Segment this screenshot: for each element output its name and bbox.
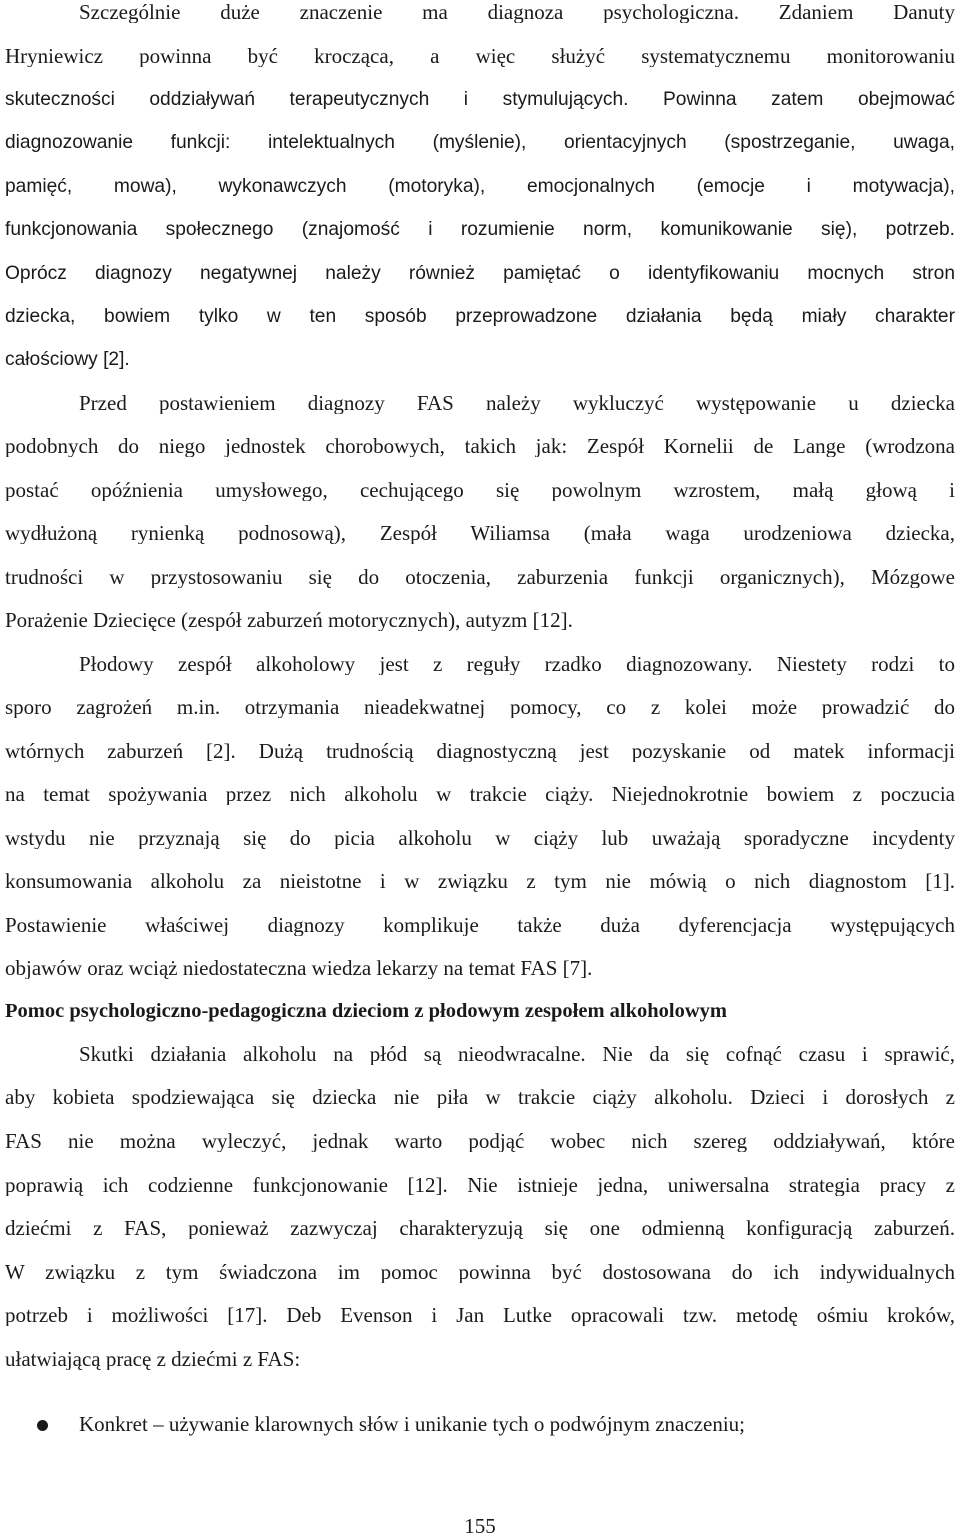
- text-line: FAS nie można wyleczyć, jednak warto podjąć wobec nich szereg oddziaływań, które: [5, 1131, 955, 1152]
- text-line: pamięć, mowa), wykonawczych (motoryka), emocjonalnych (emocje i motywacja),: [5, 177, 955, 197]
- text-line: podobnych do niego jednostek chorobowych, takich jak: Zespół Kornelii de Lange (wrodzona: [5, 436, 955, 457]
- text-line: Przed postawieniem diagnozy FAS należy wykluczyć występowanie u dziecka: [79, 393, 955, 414]
- bullet-list-item: [0, 1412, 960, 1442]
- bullet-icon: [37, 1420, 48, 1431]
- text-line: diagnozowanie funkcji: intelektualnych (myślenie), orientacyjnych (spostrzeganie, uwaga,: [5, 133, 955, 153]
- text-line: konsumowania alkoholu za nieistotne i w związku z tym nie mówią o nich diagnostom [1].: [5, 871, 955, 892]
- text-line: dziecka, bowiem tylko w ten sposób przeprowadzone działania będą miały charakter: [5, 307, 955, 327]
- text-line: wtórnych zaburzeń [2]. Dużą trudnością diagnostyczną jest pozyskanie od matek informacji: [5, 741, 955, 762]
- text-line: Płodowy zespół alkoholowy jest z reguły rzadko diagnozowany. Niestety rodzi to: [79, 654, 955, 675]
- text-line: dziećmi z FAS, ponieważ zazwyczaj charakteryzują się one odmienną konfiguracją zaburzeń.: [5, 1218, 955, 1239]
- page-number: 155: [464, 1514, 496, 1538]
- text-line: Szczególnie duże znaczenie ma diagnoza psychologiczna. Zdaniem Danuty: [79, 2, 955, 23]
- text-line: Postawienie właściwej diagnozy komplikuje także duża dyferencjacja występujących: [5, 915, 955, 936]
- text-line: wydłużoną rynienką podnosową), Zespół Wiliamsa (mała waga urodzeniowa dziecka,: [5, 523, 955, 544]
- text-line: objawów oraz wciąż niedostateczna wiedza lekarzy na temat FAS [7].: [5, 958, 593, 979]
- text-line: trudności w przystosowaniu się do otoczenia, zaburzenia funkcji organicznych), Mózgowe: [5, 567, 955, 588]
- text-line: Porażenie Dziecięce (zespół zaburzeń motorycznych), autyzm [12].: [5, 610, 573, 631]
- text-line: Oprócz diagnozy negatywnej należy również pamiętać o identyfikowaniu mocnych stron: [5, 264, 955, 284]
- text-line: na temat spożywania przez nich alkoholu w trakcie ciąży. Niejednokrotnie bowiem z poczucia: [5, 784, 955, 805]
- text-line: skuteczności oddziaływań terapeutycznych i stymulujących. Powinna zatem obejmować: [5, 90, 955, 110]
- section-heading: Pomoc psychologiczno-pedagogiczna dzieciom z płodowym zespołem alkoholowym: [5, 1001, 728, 1022]
- text-line: sporo zagrożeń m.in. otrzymania nieadekwatnej pomocy, co z kolei może prowadzić do: [5, 697, 955, 718]
- bullet-text: Konkret – używanie klarownych słów i unikanie tych o podwójnym znaczeniu;: [79, 1412, 745, 1436]
- text-line: aby kobieta spodziewająca się dziecka nie piła w trakcie ciąży alkoholu. Dzieci i dorosłych z: [5, 1087, 955, 1108]
- text-line: poprawią ich codzienne funkcjonowanie [12]. Nie istnieje jedna, uniwersalna strategia pracy z: [5, 1175, 955, 1196]
- text-line: potrzeb i możliwości [17]. Deb Evenson i Jan Lutke opracowali tzw. metodę ośmiu kroków,: [5, 1305, 955, 1326]
- text-line: ułatwiającą pracę z dziećmi z FAS:: [5, 1349, 301, 1370]
- text-line: W związku z tym świadczona im pomoc powinna być dostosowana do ich indywidualnych: [5, 1262, 955, 1283]
- text-line: Skutki działania alkoholu na płód są nieodwracalne. Nie da się cofnąć czasu i sprawić,: [79, 1044, 955, 1065]
- text-line: całościowy [2].: [5, 350, 130, 370]
- text-line: wstydu nie przyznają się do picia alkoholu w ciąży lub uważają sporadyczne incydenty: [5, 828, 955, 849]
- text-line: postać opóźnienia umysłowego, cechującego się powolnym wzrostem, małą głową i: [5, 480, 955, 501]
- text-line: Hryniewicz powinna być krocząca, a więc służyć systematycznemu monitorowaniu: [5, 46, 955, 67]
- text-line: funkcjonowania społecznego (znajomość i rozumienie norm, komunikowanie się), potrzeb.: [5, 220, 955, 240]
